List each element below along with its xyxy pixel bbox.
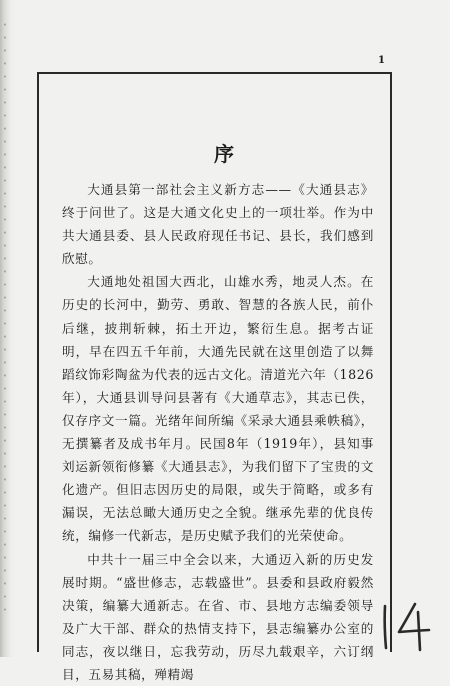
- paragraph-3: 中共十一届三中全会以来，大通迈入新的历史发展时期。“盛世修志，志载盛世”。县委和县政府毅然决策，编纂大通新志。在省、市、县地方志编委领导及广大干部、群众的热情支持下，县志编纂办公室的同志，夜以继日，忘我劳动，历尽九载艰辛，六订纲目，五易其稿，殚精竭: [62, 548, 374, 686]
- paragraph-1: 大通县第一部社会主义新方志——《大通县志》终于问世了。这是大通文化史上的一项壮举。作为中共大通县委、县人民政府现任书记、县长，我们感到欣慰。: [62, 178, 374, 270]
- page-title: 序: [0, 138, 450, 167]
- handwritten-page-mark: [375, 600, 437, 652]
- page-number: 1: [378, 55, 385, 66]
- paragraph-2: 大通地处祖国大西北，山雄水秀，地灵人杰。在历史的长河中，勤劳、勇敢、智慧的各族人民，前仆后继，披荆斩棘，拓土开边，繁衍生息。据考古证明，早在四五千年前，大通先民就在这里创造了以舞蹈纹饰彩陶盆为代表的远古文化。清道光六年（1826年），大通县训导问县著有《大通草志》，其志已佚，仅存序文一篇。光绪年间所编《采录大通县乘帙稿》，无撰纂者及成书年月。民国8年（1919年），县知事刘运新领衔修纂《大通县志》，为我们留下了宝贵的文化遗产。但旧志因历史的局限，或失于简略，或多有漏误，无法总瞰大通历史之全貌。继承先辈的优良传统，编修一代新志，是历史赋予我们的光荣使命。: [62, 270, 374, 547]
- preface-body: [62, 178, 374, 686]
- scan-binding-marks: [2, 18, 8, 618]
